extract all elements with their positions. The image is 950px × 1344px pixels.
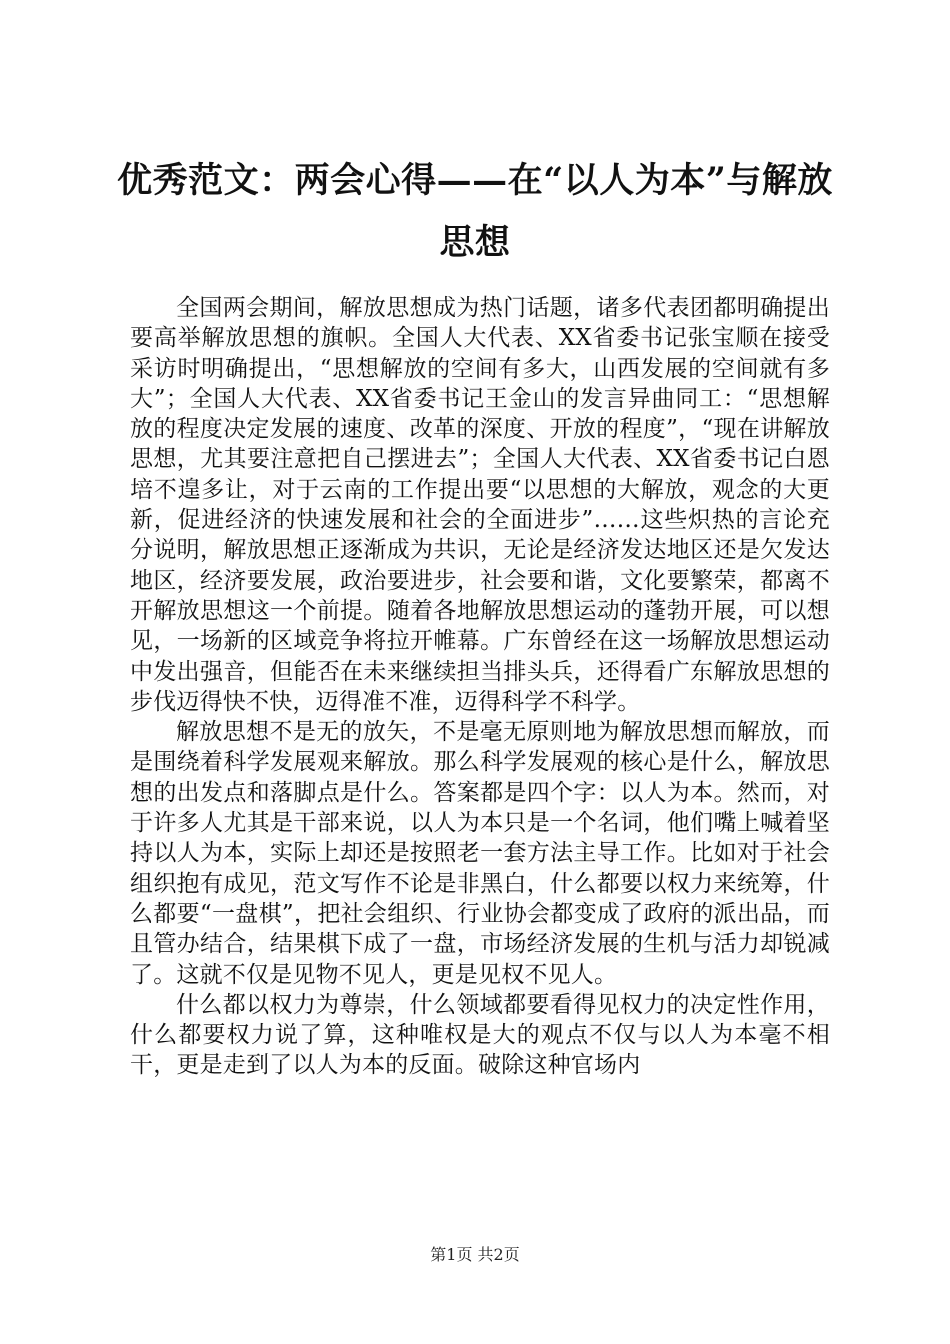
paragraph-3: 什么都以权力为尊崇，什么领域都要看得见权力的决定性作用，什么都要权力说了算，这种唯权是大的观点不仅与以人为本毫不相干，更是走到了以人为本的反面。破除这种官场内 bbox=[130, 991, 830, 1079]
document-title: 优秀范文：两会心得——在“以人为本”与解放思想 bbox=[117, 160, 833, 263]
paragraph-1: 全国两会期间，解放思想成为热门话题，诸多代表团都明确提出要高举解放思想的旗帜。全国人大代表、XX省委书记张宝顺在接受采访时明确提出，“思想解放的空间有多大，山西发展的空间就有多大”；全国人大代表、XX省委书记王金山的发言异曲同工：“思想解放的程度决定发展的速度、改革的深度、开放的程度”，“现在讲解放思想，尤其要注意把自己摆进去”；全国人大代表、XX省委书记白恩培不遑多让，对于云南的工作提出要“以思想的大解放，观念的大更新，促进经济的快速发展和社会的全面进步”……这些炽热的言论充分说明，解放思想正逐渐成为共识，无论是经济发达地区还是欠发达地区，经济要发展，政治要进步，社会要和谐，文化要繁荣，都离不开解放思想这一个前提。随着各地解放思想运动的蓬勃开展，可以想见，一场新的区域竞争将拉开帷幕。广东曾经在这一场解放思想运动中发出强音，但能否在未来继续担当排头兵，还得看广东解放思想的步伐迈得快不快，迈得准不准，迈得科学不科学。 bbox=[130, 295, 830, 715]
document-body bbox=[130, 293, 830, 1081]
paragraph-2: 解放思想不是无的放矢，不是毫无原则地为解放思想而解放，而是围绕着科学发展观来解放。那么科学发展观的核心是什么，解放思想的出发点和落脚点是什么。答案都是四个字：以人为本。然而，对于许多人尤其是干部来说，以人为本只是一个名词，他们嘴上喊着坚持以人为本，实际上却还是按照老一套方法主导工作。比如对于社会组织抱有成见，范文写作不论是非黑白，什么都要以权力来统筹，什么都要“一盘棋”，把社会组织、行业协会都变成了政府的派出品，而且管办结合，结果棋下成了一盘，市场经济发展的生机与活力却锐减了。这就不仅是见物不见人，更是见权不见人。 bbox=[130, 719, 830, 988]
page-footer: 第1页 共2页 bbox=[430, 1245, 520, 1264]
